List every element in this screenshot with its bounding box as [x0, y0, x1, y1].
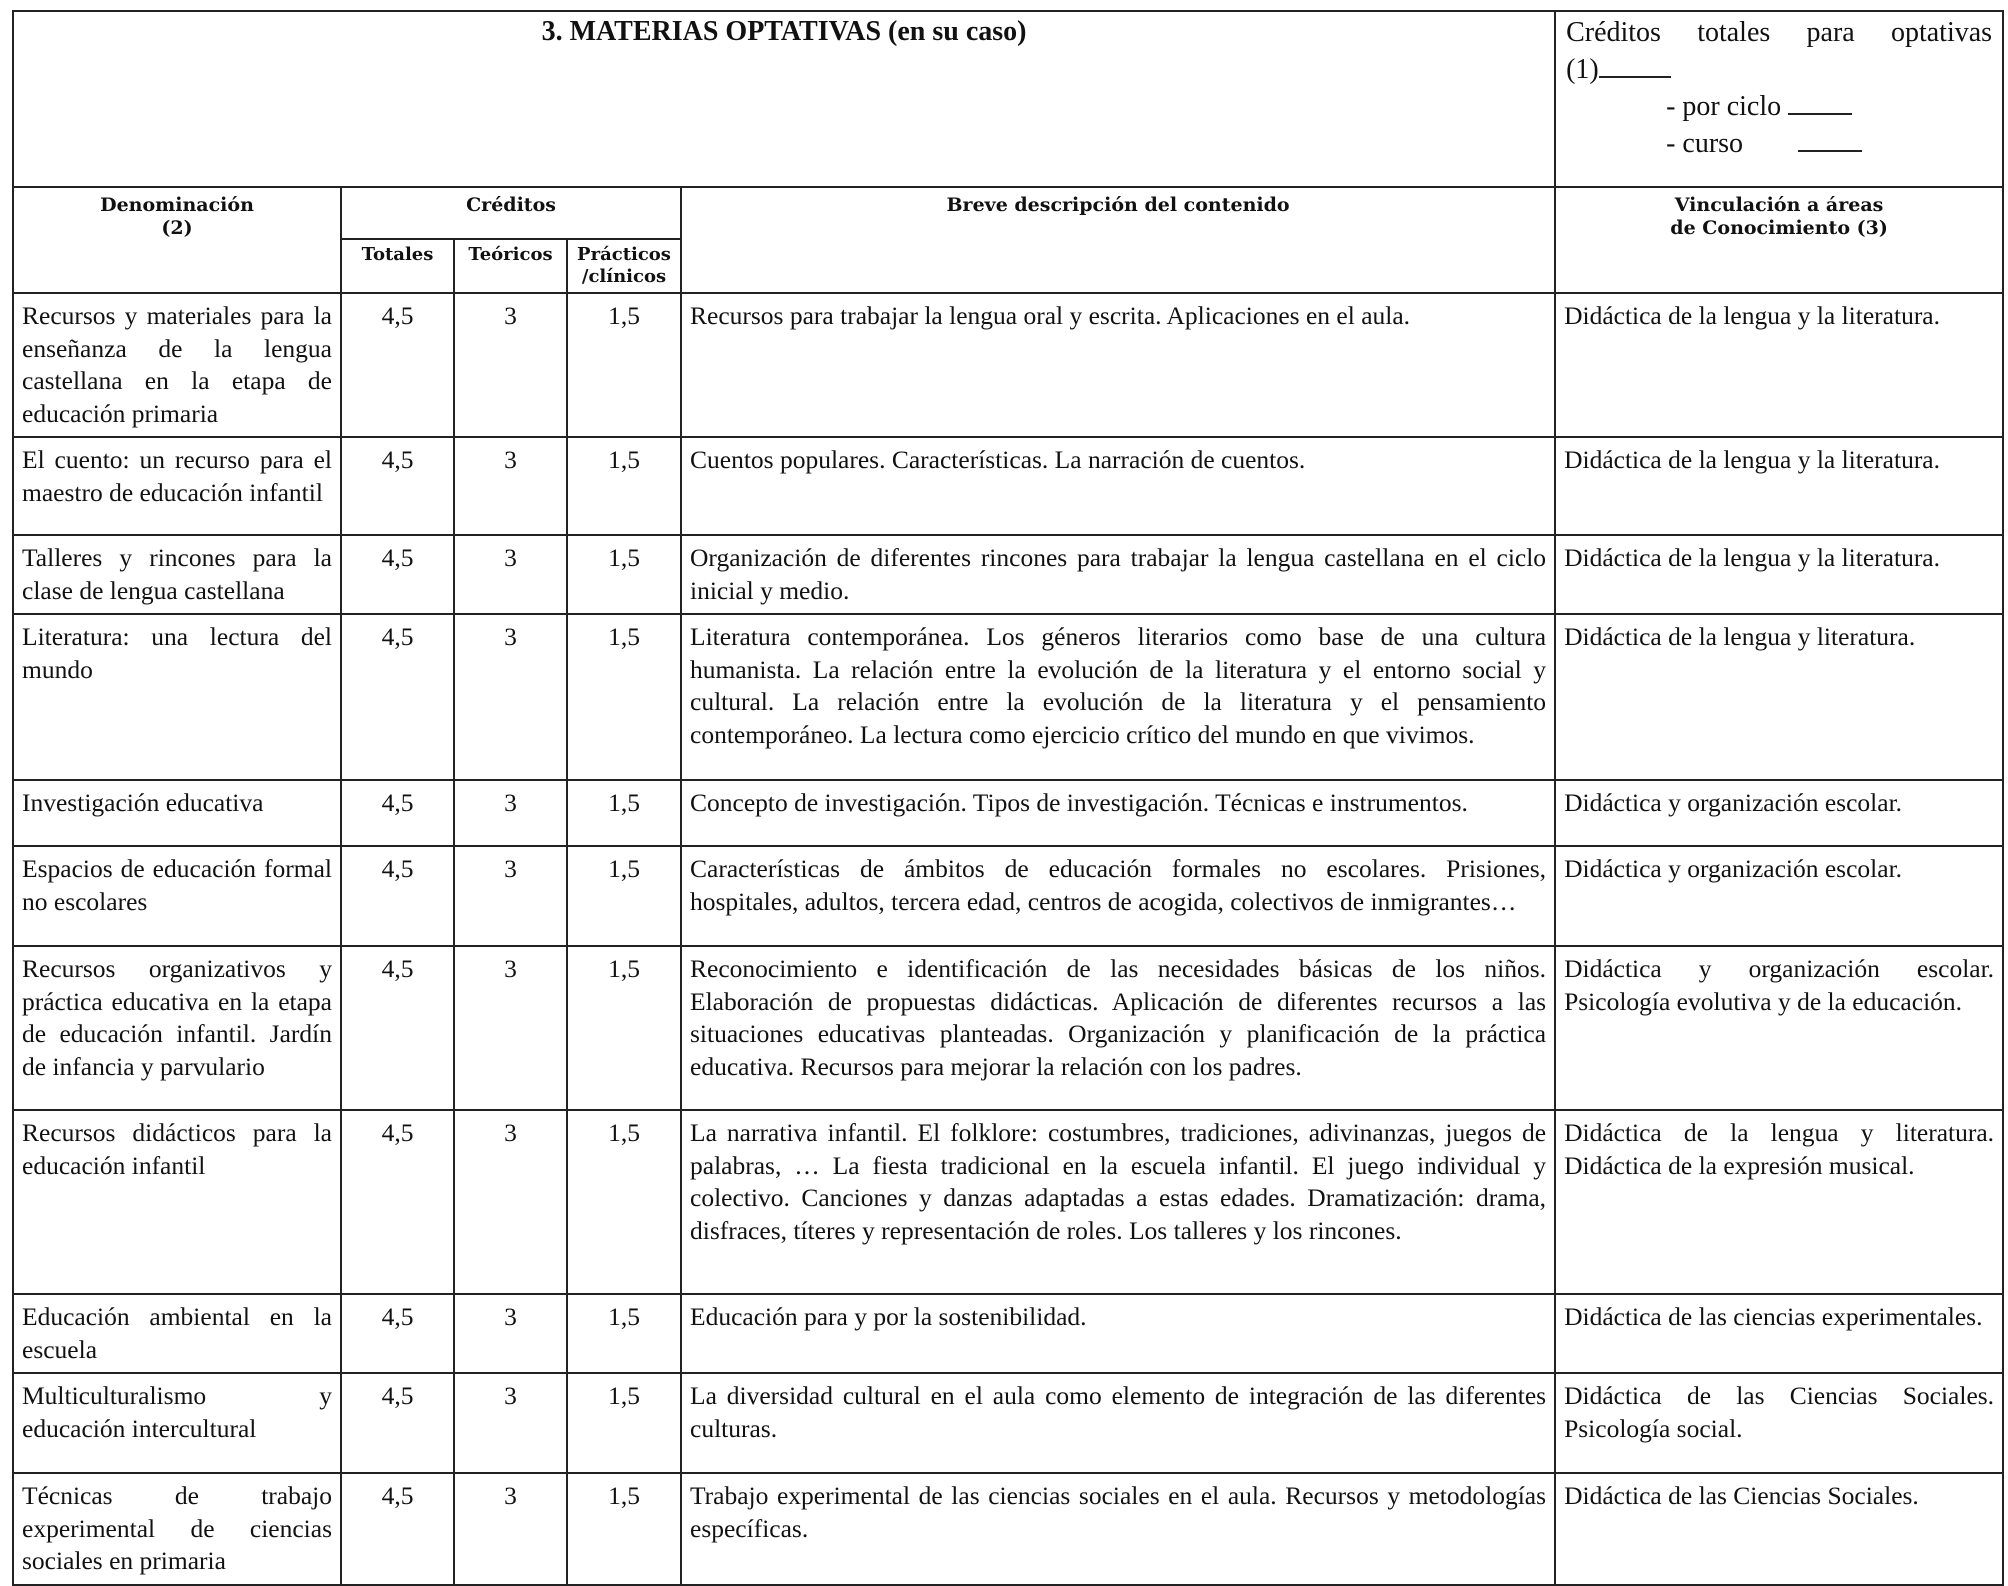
- credits-total: 4,5: [341, 846, 454, 946]
- credits-practice: 1,5: [567, 1473, 681, 1585]
- credits-practice: 1,5: [567, 437, 681, 535]
- subject-row: [13, 1473, 2003, 1585]
- credits-theory: 3: [454, 1110, 567, 1294]
- subject-row: [13, 1373, 2003, 1473]
- knowledge-area: Didáctica y organización escolar. Psicología evolutiva y de la educación.: [1555, 946, 2003, 1110]
- subject-description: Organización de diferentes rincones para trabajar la lengua castellana en el ciclo inicial y medio.: [681, 535, 1555, 614]
- credits-practice: 1,5: [567, 293, 681, 437]
- header-denomination: [13, 187, 341, 293]
- credits-total: 4,5: [341, 1373, 454, 1473]
- credits-theory: 3: [454, 293, 567, 437]
- subject-row: [13, 780, 2003, 846]
- header-credits-total: Totales: [341, 239, 454, 293]
- subject-row: [13, 437, 2003, 535]
- credits-theory: 3: [454, 780, 567, 846]
- knowledge-area: Didáctica de la lengua y la literatura.: [1555, 293, 2003, 437]
- header-credits-theory: Teóricos: [454, 239, 567, 293]
- subject-description: Concepto de investigación. Tipos de investigación. Técnicas e instrumentos.: [681, 780, 1555, 846]
- credits-theory: 3: [454, 437, 567, 535]
- subject-row: [13, 293, 2003, 437]
- course-blank: [1798, 124, 1862, 152]
- knowledge-area: Didáctica y organización escolar.: [1555, 780, 2003, 846]
- subject-row: [13, 1294, 2003, 1373]
- subject-description: La narrativa infantil. El folklore: costumbres, tradiciones, adivinanzas, juegos de palabras, … La fiesta tradicional en la escuela infantil. El juego individual y colectivo. Canciones y danzas adaptadas a estas edades. Dramatización: drama, disfraces, títeres y representación de roles. Los talleres y los rincones.: [681, 1110, 1555, 1294]
- subject-description: Literatura contemporánea. Los géneros literarios como base de una cultura humanista. La relación entre la evolución de la literatura y el entorno social y cultural. La relación entre la evolución de la literatura y el pensamiento contemporáneo. La lectura como ejercicio crítico del mundo en que vivimos.: [681, 614, 1555, 780]
- course-label: - curso: [1666, 128, 1744, 159]
- credits-practice: 1,5: [567, 535, 681, 614]
- credits-theory: 3: [454, 846, 567, 946]
- subject-name: Multiculturalismo y educación intercultural: [13, 1373, 341, 1473]
- credits-total: 4,5: [341, 946, 454, 1110]
- subject-name: Recursos organizativos y práctica educativa en la etapa de educación infantil. Jardín de infancia y parvulario: [13, 946, 341, 1110]
- credits-theory: 3: [454, 1473, 567, 1585]
- subject-row: [13, 535, 2003, 614]
- subject-name: Recursos didácticos para la educación infantil: [13, 1110, 341, 1294]
- section-title: 3. MATERIAS OPTATIVAS (en su caso): [13, 11, 1555, 187]
- credits-theory: 3: [454, 535, 567, 614]
- subject-description: Trabajo experimental de las ciencias sociales en el aula. Recursos y metodologías específicas.: [681, 1473, 1555, 1585]
- knowledge-area: Didáctica de la lengua y literatura.: [1555, 614, 2003, 780]
- subject-description: La diversidad cultural en el aula como elemento de integración de las diferentes culturas.: [681, 1373, 1555, 1473]
- credits-practice: 1,5: [567, 946, 681, 1110]
- credits-total-blank: [1599, 50, 1671, 78]
- subject-row: [13, 1110, 2003, 1294]
- header-description: Breve descripción del contenido: [681, 187, 1555, 293]
- knowledge-area: Didáctica de la lengua y literatura. Didáctica de la expresión musical.: [1555, 1110, 2003, 1294]
- per-cycle-blank: [1788, 87, 1852, 115]
- knowledge-area: Didáctica de las Ciencias Sociales. Psicología social.: [1555, 1373, 2003, 1473]
- subject-name: Investigación educativa: [13, 780, 341, 846]
- credits-total: 4,5: [341, 535, 454, 614]
- subject-name: Talleres y rincones para la clase de lengua castellana: [13, 535, 341, 614]
- credits-total-label: Créditos totales para optativas: [1566, 17, 1993, 48]
- credits-total: 4,5: [341, 780, 454, 846]
- subject-description: Recursos para trabajar la lengua oral y escrita. Aplicaciones en el aula.: [681, 293, 1555, 437]
- knowledge-area: Didáctica de la lengua y la literatura.: [1555, 535, 2003, 614]
- subject-description: Cuentos populares. Características. La narración de cuentos.: [681, 437, 1555, 535]
- credits-total: 4,5: [341, 293, 454, 437]
- knowledge-area: Didáctica de las ciencias experimentales.: [1555, 1294, 2003, 1373]
- knowledge-area: Didáctica y organización escolar.: [1555, 846, 2003, 946]
- header-credits-practice: Prácticos /clínicos: [567, 239, 681, 293]
- credits-theory: 3: [454, 946, 567, 1110]
- credits-total-box: [1555, 11, 2003, 187]
- subject-name: Literatura: una lectura del mundo: [13, 614, 341, 780]
- credits-total: 4,5: [341, 614, 454, 780]
- credits-practice: 1,5: [567, 1294, 681, 1373]
- credits-total: 4,5: [341, 1110, 454, 1294]
- knowledge-area: Didáctica de la lengua y la literatura.: [1555, 437, 2003, 535]
- subject-description: Educación para y por la sostenibilidad.: [681, 1294, 1555, 1373]
- credits-theory: 3: [454, 614, 567, 780]
- subject-row: [13, 846, 2003, 946]
- credits-theory: 3: [454, 1373, 567, 1473]
- subject-row: [13, 946, 2003, 1110]
- subject-rows: [13, 293, 2003, 1585]
- per-cycle-label: - por ciclo: [1666, 91, 1782, 122]
- subject-name: Recursos y materiales para la enseñanza de la lengua castellana en la etapa de educación primaria: [13, 293, 341, 437]
- header-denomination-label: Denominación: [100, 194, 254, 216]
- credits-total: 4,5: [341, 437, 454, 535]
- subject-row: [13, 614, 2003, 780]
- credits-practice: 1,5: [567, 780, 681, 846]
- subject-description: Reconocimiento e identificación de las necesidades básicas de los niños. Elaboración de propuestas didácticas. Aplicación de diferentes recursos a las situaciones educativas planteadas. Organización y planificación de la práctica educativa. Recursos para mejorar la relación con los padres.: [681, 946, 1555, 1110]
- knowledge-area: Didáctica de las Ciencias Sociales.: [1555, 1473, 2003, 1585]
- credits-practice: 1,5: [567, 846, 681, 946]
- credits-total: 4,5: [341, 1473, 454, 1585]
- header-area-link: Vinculación a áreas de Conocimiento (3): [1555, 187, 2003, 293]
- subject-name: Técnicas de trabajo experimental de ciencias sociales en primaria: [13, 1473, 341, 1585]
- credits-practice: 1,5: [567, 614, 681, 780]
- subject-name: Educación ambiental en la escuela: [13, 1294, 341, 1373]
- header-denomination-ref: (2): [161, 217, 193, 239]
- credits-total-ref: (1): [1566, 54, 1599, 85]
- header-credits: Créditos: [341, 187, 681, 239]
- credits-practice: 1,5: [567, 1110, 681, 1294]
- subject-name: Espacios de educación formal no escolares: [13, 846, 341, 946]
- credits-total: 4,5: [341, 1294, 454, 1373]
- credits-theory: 3: [454, 1294, 567, 1373]
- subject-description: Características de ámbitos de educación formales no escolares. Prisiones, hospitales, adultos, tercera edad, centros de acogida, colectivos de inmigrantes…: [681, 846, 1555, 946]
- credits-practice: 1,5: [567, 1373, 681, 1473]
- optional-subjects-table: [12, 10, 2004, 1586]
- subject-name: El cuento: un recurso para el maestro de educación infantil: [13, 437, 341, 535]
